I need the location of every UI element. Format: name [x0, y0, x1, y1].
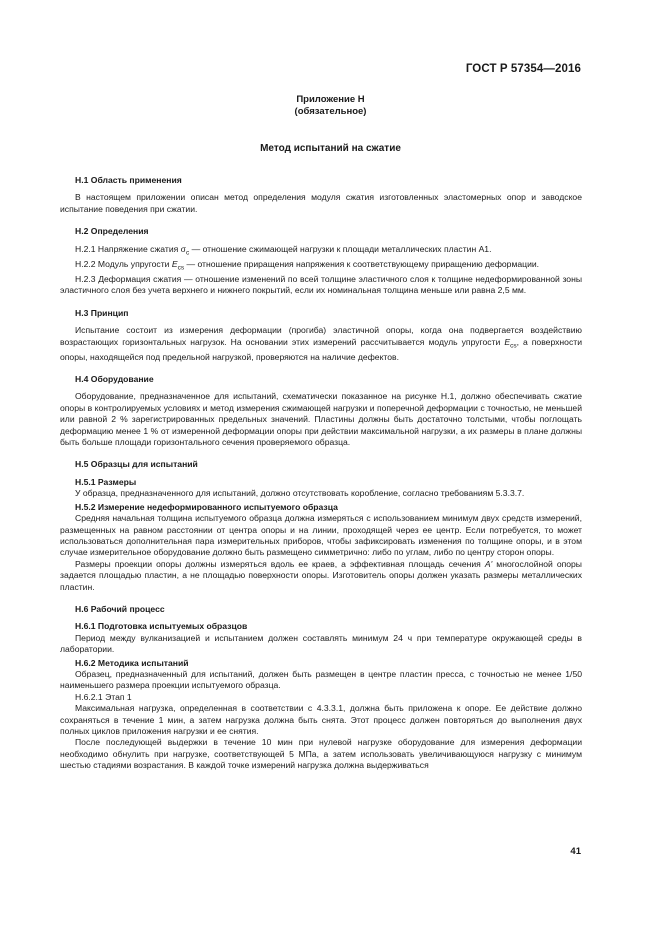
subscript: cs [510, 342, 517, 350]
text: — отношение сжимающей нагрузки к площади металлических пластин А1. [189, 243, 492, 254]
text: многослойной опоры задается площадью пластин, а не площадью поверхности опоры. Изготовитель опоры должен указать размеры металлических пластин. [60, 558, 582, 592]
appendix-subtitle: (обязательное) [294, 106, 367, 117]
paragraph: Период между вулканизацией и испытанием должен составлять минимум 24 ч при температуре окружающей среды в лаборатории. [60, 632, 582, 655]
appendix-title: Приложение Н [296, 94, 365, 105]
page-number: 41 [570, 846, 581, 857]
subscript: cs [177, 264, 185, 272]
section-heading-h5: Н.5 Образцы для испытаний [75, 459, 198, 470]
paragraph [60, 325, 582, 363]
text: — отношение приращения напряжения к соответствующему приращению деформации. [184, 258, 540, 269]
subsection-heading: Н.6.1 Подготовка испытуемых образцов [75, 621, 248, 632]
symbol: A' [484, 558, 493, 569]
paragraph [60, 559, 582, 593]
symbol: E [171, 258, 178, 269]
paragraph: Н.2.3 Деформация сжатия — отношение изменений по всей толщине эластичного слоя к толщине недеформированной зоны эластичного слоя без учета верхнего и нижнего покрытий, если их номинальная толщина меньше или равна 2,5 мм. [60, 273, 582, 296]
paragraph: Образец, предназначенный для испытаний, должен быть размещен в центре пластин пресса, с точностью не менее 1/50 наименьшего размера проекции испытуемого образца. [60, 668, 582, 691]
text: Испытание состоит из измерения деформации (прогиба) эластичной опоры, когда она подвергается воздействию возрастающих горизонтальных нагрузок. На основании этих измерений рассчитывается модуль упругости [60, 325, 582, 347]
section-heading-h6: Н.6 Рабочий процесс [75, 603, 165, 614]
paragraph: В настоящем приложении описан метод определения модуля сжатия изготовленных эластомерных опор и заводское испытание поведения при сжатии. [60, 192, 582, 214]
section-heading-h2: Н.2 Определения [75, 226, 149, 237]
symbol: E [504, 336, 511, 347]
document-title: Метод испытаний на сжатие [260, 143, 401, 154]
subscript: c [185, 249, 190, 257]
section-heading-h4: Н.4 Оборудование [75, 374, 154, 385]
paragraph: У образца, предназначенного для испытаний, должно отсутствовать коробление, согласно требованиям 5.3.3.7. [75, 488, 525, 499]
text: Размеры проекции опоры должны измеряться вдоль ее краев, а эффективная площадь сечения [75, 558, 485, 569]
appendix-heading [0, 94, 661, 118]
section-heading-h3: Н.3 Принцип [75, 307, 129, 318]
paragraph: После последующей выдержки в течение 10 мин при нулевой нагрузке оборудование для измерения деформации необходимо обнулить при нагрузке, соответствующей 5 МПа, а затем использовать увеличивающуюся нагрузку с минимум шестью стадиями возрастания. В каждой точке измерений нагрузка должна выдерживаться [60, 737, 582, 771]
paragraph [60, 259, 582, 274]
subsection-heading: Н.5.2 Измерение недеформированного испытуемого образца [75, 501, 338, 512]
subsection-heading: Н.6.2 Методика испытаний [75, 657, 189, 668]
standard-number: ГОСТ Р 57354—2016 [465, 63, 581, 75]
paragraph: Максимальная нагрузка, определенная в соответствии с 4.3.3.1, должна быть приложена к опоре. Ее действие должно сохраняться в течение 1 мин, а затем нагрузка должна быть снята. Этот процесс должен повторяться до выполнения двух полных циклов приложения нагрузки и ее снятия. [60, 703, 582, 736]
paragraph: Средняя начальная толщина испытуемого образца должна измеряться с использованием минимум двух средств измерений, размещенных на равном расстоянии от центра опоры и на линии, проходящей через ее центр. Если потребуется, то может использоваться дополнительная пара измерительных приборов, чтобы зафиксировать изменения по толщине опоры, и в этом случае измерительное оборудование должно быть размещено симметрично: либо по углам, либо по центру сторон опоры. [60, 513, 582, 558]
text: , а поверхности опоры, находящейся под предельной нагрузкой, проверяются на наличие дефектов. [60, 336, 582, 362]
paragraph [60, 244, 582, 259]
document-body [60, 175, 582, 772]
paragraph: Н.6.2.1 Этап 1 [75, 691, 132, 702]
subsection-heading: Н.5.1 Размеры [75, 476, 137, 487]
text: Н.2.2 Модуль упругости [75, 258, 172, 269]
paragraph: Оборудование, предназначенное для испытаний, схематически показанное на рисунке Н.1, должно обеспечивать сжатие опоры в контролируемых условиях и метод измерения сжимающей нагрузки и поперечной деформации с точностью, не меньшей или равной 2 % зарегистрированных предельных значений. Пластины должны быть достаточно толстыми, чтобы поглощать деформацию менее 1 % от измеренной деформации опоры при действии максимальной нагрузки, а их размеры в плане должны быть больше площади горизонтального сечения проверяемого образца. [60, 391, 582, 448]
text: Н.2.1 Напряжение сжатия σ [75, 243, 186, 254]
section-heading-h1: Н.1 Область применения [75, 175, 182, 185]
